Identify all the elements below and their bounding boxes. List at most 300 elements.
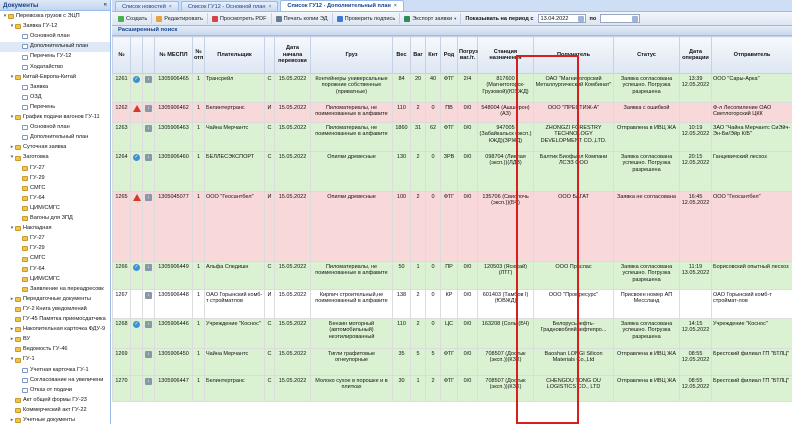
cell-rod: ФТГ — [441, 74, 458, 103]
expand-toggle-icon[interactable]: ▾ — [3, 13, 7, 19]
period-to-label: по — [589, 15, 597, 22]
cell-wag: 2 — [411, 103, 426, 123]
cell-mespl: 1305906449 — [155, 262, 193, 290]
expand-toggle-icon[interactable]: ▸ — [10, 326, 14, 333]
cell-knt: 0 — [426, 152, 441, 192]
cell-rod: ЗРВ — [441, 152, 458, 192]
tree-item[interactable] — [0, 123, 111, 132]
column-header[interactable] — [265, 37, 275, 74]
toolbar-button-label: Просмотреть PDF — [219, 15, 267, 22]
tree-item-label: Вагоны для ЗПД — [30, 215, 73, 221]
tree-item[interactable] — [0, 42, 111, 51]
cell-receiver: ООО "Промресурс" — [534, 290, 614, 319]
cell-num: 1263 — [113, 123, 131, 152]
folder-icon — [15, 226, 21, 231]
cell-num: 1266 — [113, 262, 131, 290]
tab[interactable] — [181, 1, 279, 11]
column-header[interactable]: Статус — [614, 37, 680, 74]
tree-item-label: Передаточные документы — [23, 295, 91, 302]
document-icon — [22, 125, 28, 130]
document-icon — [22, 105, 28, 110]
folder-icon — [15, 408, 21, 413]
cell-code: С — [265, 123, 275, 152]
state-cell — [131, 123, 143, 152]
document-icon — [22, 65, 28, 70]
tab-bar — [112, 0, 792, 12]
cell-payer: Учреждение "Коснос" — [205, 319, 265, 349]
tab-label: Список ГУ12 - Дополнительный план — [287, 3, 391, 9]
tree-item[interactable] — [0, 133, 111, 142]
table-row[interactable] — [113, 349, 792, 376]
cell-station: 817600 (Магнитогорск-Грузовой)(ЮУЖД) — [478, 74, 534, 103]
close-tab-icon[interactable]: × — [268, 3, 272, 10]
expand-toggle-icon[interactable]: ▾ — [10, 73, 14, 80]
cell-cargo: Пиломатериалы, не поименованные в алфавите — [311, 123, 393, 152]
expand-toggle-icon[interactable]: ▸ — [10, 417, 14, 423]
column-header[interactable] — [131, 37, 143, 74]
toolbar-buttons — [114, 13, 461, 24]
folder-icon — [15, 347, 21, 352]
document-icon — [22, 388, 28, 393]
tree-item-label: ЦИМ/СМГС — [30, 204, 60, 211]
toolbar-button[interactable] — [333, 13, 401, 24]
folder-icon — [15, 398, 21, 403]
download-icon[interactable]: ↓ — [145, 378, 152, 385]
cell-cargo: Бензин моторный (автомобильный) неэтилированный — [311, 319, 393, 349]
folder-icon — [22, 186, 28, 191]
folder-icon — [22, 287, 28, 292]
cell-date: 15.05.2022 — [275, 290, 311, 319]
approved-check-icon: ✓ — [134, 321, 139, 327]
table-row[interactable] — [113, 290, 792, 319]
tree-item[interactable] — [0, 234, 111, 243]
toolbar-button-label: Экспорт заявки — [412, 15, 453, 22]
table-row[interactable] — [113, 123, 792, 152]
toolbar-button-label: Печать копии ЭД — [283, 15, 328, 22]
cell-station: 708507 (Достык (эксп.))(КЗХ) — [478, 349, 534, 376]
tab-label: Список новостей — [122, 3, 166, 10]
cell-code: С — [265, 152, 275, 192]
cell-payer: Белинтертранс — [205, 103, 265, 123]
toolbar-button-icon — [118, 16, 124, 22]
cell-knt: 5 — [426, 349, 441, 376]
tree-item[interactable] — [0, 83, 111, 92]
column-header[interactable]: Дата начала перевозки — [275, 37, 311, 74]
toolbar-button-icon — [156, 16, 162, 22]
tree-item[interactable] — [0, 52, 111, 61]
toolbar-button[interactable] — [208, 13, 272, 24]
tree-item-label: ГУ-27 — [30, 235, 45, 242]
tree-item[interactable] — [0, 22, 111, 31]
cell-rod: ФТГ — [441, 123, 458, 152]
cell-station: 947005 (Забайкальск (эксп.) КЖД)(ЗРЖД) — [478, 123, 534, 152]
tree-item[interactable] — [0, 73, 111, 82]
calendar-icon[interactable] — [632, 16, 638, 22]
tree-item[interactable] — [0, 254, 111, 263]
document-icon — [22, 44, 28, 49]
cell-num: 1264 — [113, 152, 131, 192]
download-icon[interactable]: ↓ — [145, 264, 152, 271]
cell-wag: 1 — [411, 262, 426, 290]
toolbar-button-icon — [212, 16, 218, 22]
download-icon[interactable]: ↓ — [145, 194, 152, 201]
cell-date: 15.05.2022 — [275, 319, 311, 349]
cell-wag: 1 — [411, 376, 426, 402]
toolbar-button[interactable] — [400, 13, 461, 24]
cell-receiver: ООО "ПРЕСТИЖ-А" — [534, 103, 614, 123]
cell-date: 15.05.2022 — [275, 262, 311, 290]
folder-icon — [15, 145, 21, 150]
state-cell — [131, 74, 143, 103]
cell-otp: 1 — [193, 123, 205, 152]
cell-mespl: 1305906460 — [155, 152, 193, 192]
download-cell — [143, 123, 155, 152]
tree-item[interactable] — [0, 416, 111, 424]
cell-num: 1269 — [113, 349, 131, 376]
folder-icon — [22, 236, 28, 241]
cell-knt: 40 — [426, 74, 441, 103]
state-cell — [131, 192, 143, 262]
folder-icon — [15, 418, 21, 423]
tree-item[interactable] — [0, 164, 111, 173]
tree-item[interactable] — [0, 103, 111, 112]
table-row[interactable] — [113, 152, 792, 192]
tree-item[interactable] — [0, 265, 111, 274]
tree-item-label: ГУ-29 — [30, 174, 45, 181]
column-header[interactable]: Погруз ваг./т. — [458, 37, 478, 74]
cell-weight: 110 — [393, 319, 411, 349]
column-header[interactable]: Отправитель — [712, 37, 792, 74]
cell-load: 0/0 — [458, 103, 478, 123]
document-icon — [22, 135, 28, 140]
cell-load: 0/0 — [458, 349, 478, 376]
document-icon — [22, 55, 28, 60]
cell-load: 0/0 — [458, 376, 478, 402]
cell-weight: 130 — [393, 152, 411, 192]
tree-item-label: Перевозка грузов с ЭЦП — [16, 13, 80, 19]
tree-item[interactable] — [0, 93, 111, 102]
advanced-search-bar[interactable] — [112, 26, 792, 36]
tree-item-label: ВУ — [23, 336, 31, 343]
date-from-field[interactable] — [538, 14, 586, 23]
calendar-icon[interactable] — [578, 16, 584, 22]
cell-cargo: Опилки древесные — [311, 192, 393, 262]
collapse-panel-icon[interactable]: « — [103, 2, 107, 8]
cell-receiver: ООО БАГАТ — [534, 192, 614, 262]
date-to-field[interactable] — [600, 14, 640, 23]
download-icon[interactable]: ↓ — [145, 351, 152, 358]
expand-toggle-icon[interactable]: ▾ — [10, 114, 14, 120]
tab-label: Список ГУ12 - Основной план — [187, 3, 266, 10]
cell-load: 0/0 — [458, 123, 478, 152]
expand-toggle-icon[interactable]: ▾ — [10, 356, 14, 363]
cell-date: 15.05.2022 — [275, 376, 311, 402]
dropdown-arrow-icon[interactable]: ▾ — [454, 15, 457, 21]
cell-mespl: 1305906465 — [155, 74, 193, 103]
cell-weight: 138 — [393, 290, 411, 319]
state-cell — [131, 349, 143, 376]
cell-wag: 2 — [411, 319, 426, 349]
folder-icon — [22, 277, 28, 282]
cell-cargo: Опилки древесные — [311, 152, 393, 192]
column-header[interactable]: Дата операции — [680, 37, 712, 74]
column-header[interactable]: Кнт — [426, 37, 441, 74]
expand-toggle-icon[interactable]: ▸ — [10, 144, 14, 151]
download-cell — [143, 349, 155, 376]
cell-sender: Борисовский опытный лесхоз — [712, 262, 792, 290]
tree-item[interactable] — [0, 32, 111, 41]
toolbar-button[interactable] — [272, 13, 333, 24]
table-row[interactable] — [113, 192, 792, 262]
requests-grid — [112, 36, 792, 424]
table-row[interactable] — [113, 319, 792, 349]
cell-receiver: ОАО "Магнитогорский Металлургический Комбинат" — [534, 74, 614, 103]
tree-item-label: ОЗД — [30, 93, 42, 100]
cell-knt: 0 — [426, 103, 441, 123]
document-icon — [22, 34, 28, 39]
tree-item-label: ГУ-64 — [30, 194, 45, 201]
download-cell — [143, 103, 155, 123]
download-icon[interactable]: ↓ — [145, 321, 152, 328]
cell-status: Заявка согласована успешно. Погрузка разрешена — [614, 262, 680, 290]
tree-item-label: Основной план — [30, 124, 70, 131]
column-header[interactable]: Плательщик — [205, 37, 265, 74]
table-row[interactable] — [113, 262, 792, 290]
download-cell — [143, 152, 155, 192]
tree-item[interactable] — [0, 305, 111, 314]
cell-station: 601403 (Тамбов I)(ЮВЖД) — [478, 290, 534, 319]
tab[interactable] — [280, 0, 403, 11]
documents-tree-panel — [0, 0, 111, 424]
state-cell — [131, 319, 143, 349]
documents-panel-title: Документы — [3, 1, 39, 9]
tree-item-label: Перечень ГУ-12 — [30, 53, 72, 60]
cell-date: 15.05.2022 — [275, 123, 311, 152]
tree-item-label: ГУ-64 — [30, 265, 45, 272]
tree-item[interactable] — [0, 204, 111, 213]
tree-item[interactable] — [0, 174, 111, 183]
tree-item[interactable] — [0, 244, 111, 253]
cell-weight: 100 — [393, 192, 411, 262]
column-header[interactable]: Получатель — [534, 37, 614, 74]
cell-otp: 1 — [193, 290, 205, 319]
cell-num: 1268 — [113, 319, 131, 349]
tree-item[interactable] — [0, 325, 111, 334]
cell-load: 0/0 — [458, 262, 478, 290]
tree-item[interactable] — [0, 376, 111, 385]
tree-item-label: Ходатайство — [30, 63, 64, 70]
cell-knt: 0 — [426, 290, 441, 319]
tree-item-label: Заявка ГУ-12 — [23, 23, 58, 30]
tree-item[interactable] — [0, 386, 111, 395]
tree-item[interactable] — [0, 214, 111, 223]
tree-item[interactable] — [0, 406, 111, 415]
tab[interactable] — [115, 1, 179, 11]
tree-item[interactable] — [0, 295, 111, 304]
expand-toggle-icon[interactable]: ▸ — [10, 336, 14, 343]
tree-item-label: ГУ-29 — [30, 245, 45, 252]
cell-rod: ПВ — [441, 103, 458, 123]
cell-mespl: 1305906446 — [155, 319, 193, 349]
date-from-value: 13.04.2022 — [540, 15, 569, 22]
column-header[interactable]: Вес — [393, 37, 411, 74]
cell-sender: ЗАО "Чайна Мерчантс СиЭйч-Эн-Би/Эйр К/Б" — [712, 123, 792, 152]
folder-icon — [22, 166, 28, 171]
tree-item[interactable] — [0, 194, 111, 203]
column-header[interactable]: Груз — [311, 37, 393, 74]
cell-weight: 35 — [393, 349, 411, 376]
cell-num: 1265 — [113, 192, 131, 262]
expand-toggle-icon[interactable]: ▾ — [10, 225, 14, 232]
cell-weight: 84 — [393, 74, 411, 103]
tree-item-label: ЦИМ/СМГС — [30, 275, 60, 282]
tree-item-label: Ведомость ГУ-46 — [23, 346, 68, 353]
table-row[interactable] — [113, 74, 792, 103]
cell-code: И — [265, 103, 275, 123]
tree-item[interactable] — [0, 355, 111, 364]
table-row[interactable] — [113, 376, 792, 402]
folder-icon — [15, 337, 21, 342]
toolbar-button[interactable] — [114, 13, 152, 24]
tree-item-label: ГУ-2 Книга уведомлений — [23, 305, 87, 312]
folder-icon — [15, 317, 21, 322]
cell-payer: Чайна Мерчантс — [205, 123, 265, 152]
cell-station: 548004 (Ашшерон)(АЗ) — [478, 103, 534, 123]
tree-item-label: Перечень — [30, 103, 56, 110]
column-header[interactable]: Станция назначения — [478, 37, 534, 74]
toolbar-button-label: Редактировать — [164, 15, 203, 22]
cell-rod: ПР — [441, 262, 458, 290]
cell-otp: 1 — [193, 103, 205, 123]
folder-icon — [22, 257, 28, 262]
tree-item[interactable] — [0, 345, 111, 354]
tree-item[interactable] — [0, 396, 111, 405]
toolbar-button[interactable] — [152, 13, 208, 24]
cell-otp: 1 — [193, 192, 205, 262]
column-header[interactable]: № отп — [193, 37, 205, 74]
tree-item-label: ГУ-1 — [23, 356, 35, 363]
document-icon — [22, 368, 28, 373]
cell-payer: Трансрейл — [205, 74, 265, 103]
cell-date: 15.05.2022 — [275, 349, 311, 376]
cell-num: 1262 — [113, 103, 131, 123]
approved-check-icon: ✓ — [134, 76, 139, 82]
cell-mespl: 1305906463 — [155, 123, 193, 152]
tree-item[interactable] — [0, 143, 111, 152]
tree-item-label: Накладная — [23, 225, 52, 232]
tree-item[interactable] — [0, 63, 111, 72]
tree-item[interactable] — [0, 285, 111, 294]
cell-load: 0/0 — [458, 319, 478, 349]
cell-payer: Чайна Мерчантс — [205, 349, 265, 376]
tree-item-label: Учетные документы — [23, 417, 75, 423]
cell-code: С — [265, 349, 275, 376]
folder-icon — [15, 115, 21, 120]
close-tab-icon[interactable]: × — [168, 3, 172, 10]
toolbar-button-label: Проверить подпись — [344, 15, 396, 22]
tree-item[interactable] — [0, 366, 111, 375]
state-cell — [131, 376, 143, 402]
expand-toggle-icon[interactable]: ▾ — [10, 154, 14, 161]
download-icon[interactable]: ↓ — [145, 76, 152, 83]
column-header[interactable]: № — [113, 37, 131, 74]
documents-panel-header — [0, 0, 110, 11]
cell-mespl: 1305906462 — [155, 103, 193, 123]
approved-check-icon: ✓ — [134, 154, 139, 160]
tree-item[interactable] — [0, 275, 111, 284]
folder-icon — [15, 156, 21, 161]
tree-item[interactable] — [0, 184, 111, 193]
cell-wag: 20 — [411, 74, 426, 103]
tree-item[interactable] — [0, 224, 111, 233]
cell-status: Заявка согласована успешно. Погрузка разрешена — [614, 74, 680, 103]
tree-item[interactable] — [0, 153, 111, 162]
tree-item-label: График подачи вагонов ГУ-11 — [23, 114, 100, 120]
download-icon[interactable]: ↓ — [145, 292, 152, 299]
column-header[interactable]: Род — [441, 37, 458, 74]
cell-station: 098704 (Лиепая (эксп.))(ЛДЗ) — [478, 152, 534, 192]
tree-item[interactable] — [0, 12, 111, 21]
document-icon — [22, 85, 28, 90]
column-header[interactable]: № МЕСПЛ — [155, 37, 193, 74]
cell-date: 15.05.2022 — [275, 152, 311, 192]
cell-status: Отправлена в ИВЦ ЖА — [614, 123, 680, 152]
cell-cargo: Контейнеры универсальные порожние собственные (приватные) — [311, 74, 393, 103]
tree-item-label: Акт общей формы ГУ-23 — [23, 396, 87, 403]
tree-item[interactable] — [0, 113, 111, 122]
expand-toggle-icon[interactable]: ▾ — [10, 23, 14, 30]
cell-knt: 0 — [426, 319, 441, 349]
tree-item[interactable] — [0, 315, 111, 324]
cell-status: Заявка с ошибкой — [614, 103, 680, 123]
cell-station: 163208 (Соль)(БЧ) — [478, 319, 534, 349]
cell-knt: 62 — [426, 123, 441, 152]
cell-payer: ОАО Горынский комб-т стройматлов — [205, 290, 265, 319]
cell-date: 15.05.2022 — [275, 103, 311, 123]
download-icon[interactable]: ↓ — [145, 105, 152, 112]
tree-item-label: СМГС — [30, 255, 46, 262]
column-header[interactable]: Ваг — [411, 37, 426, 74]
tree-item-label: Заявление на переадресовк — [30, 285, 104, 292]
cell-status: Отправлена в ИВЦ ЖА — [614, 376, 680, 402]
main-area — [112, 0, 792, 424]
download-icon[interactable]: ↓ — [145, 125, 152, 132]
folder-icon — [15, 327, 21, 332]
expand-toggle-icon[interactable]: ▸ — [10, 295, 14, 302]
tree-item-label: Учетная карточка ГУ-1 — [30, 366, 89, 373]
download-cell — [143, 192, 155, 262]
table-row[interactable] — [113, 103, 792, 123]
toolbar-button-label: Создать — [126, 15, 148, 22]
cell-sender: Ганцевичский лесхоз — [712, 152, 792, 192]
cell-receiver: CHENGDU TONG OU LOGISTICS CO., LTD — [534, 376, 614, 402]
download-cell — [143, 319, 155, 349]
cell-load: 2/4 — [458, 74, 478, 103]
cell-num: 1270 — [113, 376, 131, 402]
download-icon[interactable]: ↓ — [145, 154, 152, 161]
cell-receiver: ZHONGZI FORESTRY TECHNOLOGY DEVELOPMENT CO.,LTD. — [534, 123, 614, 152]
close-tab-icon[interactable]: × — [393, 3, 397, 9]
cell-num: 1267 — [113, 290, 131, 319]
tree-item[interactable] — [0, 335, 111, 344]
cell-payer: БЕЛЛЕСЭКСПОРТ — [205, 152, 265, 192]
download-cell — [143, 262, 155, 290]
warning-icon — [133, 194, 141, 201]
column-header[interactable] — [143, 37, 155, 74]
toolbar-button-icon — [276, 16, 282, 22]
cell-mespl: 1305906450 — [155, 349, 193, 376]
tree-item-label: Дополнительный план — [30, 134, 89, 141]
